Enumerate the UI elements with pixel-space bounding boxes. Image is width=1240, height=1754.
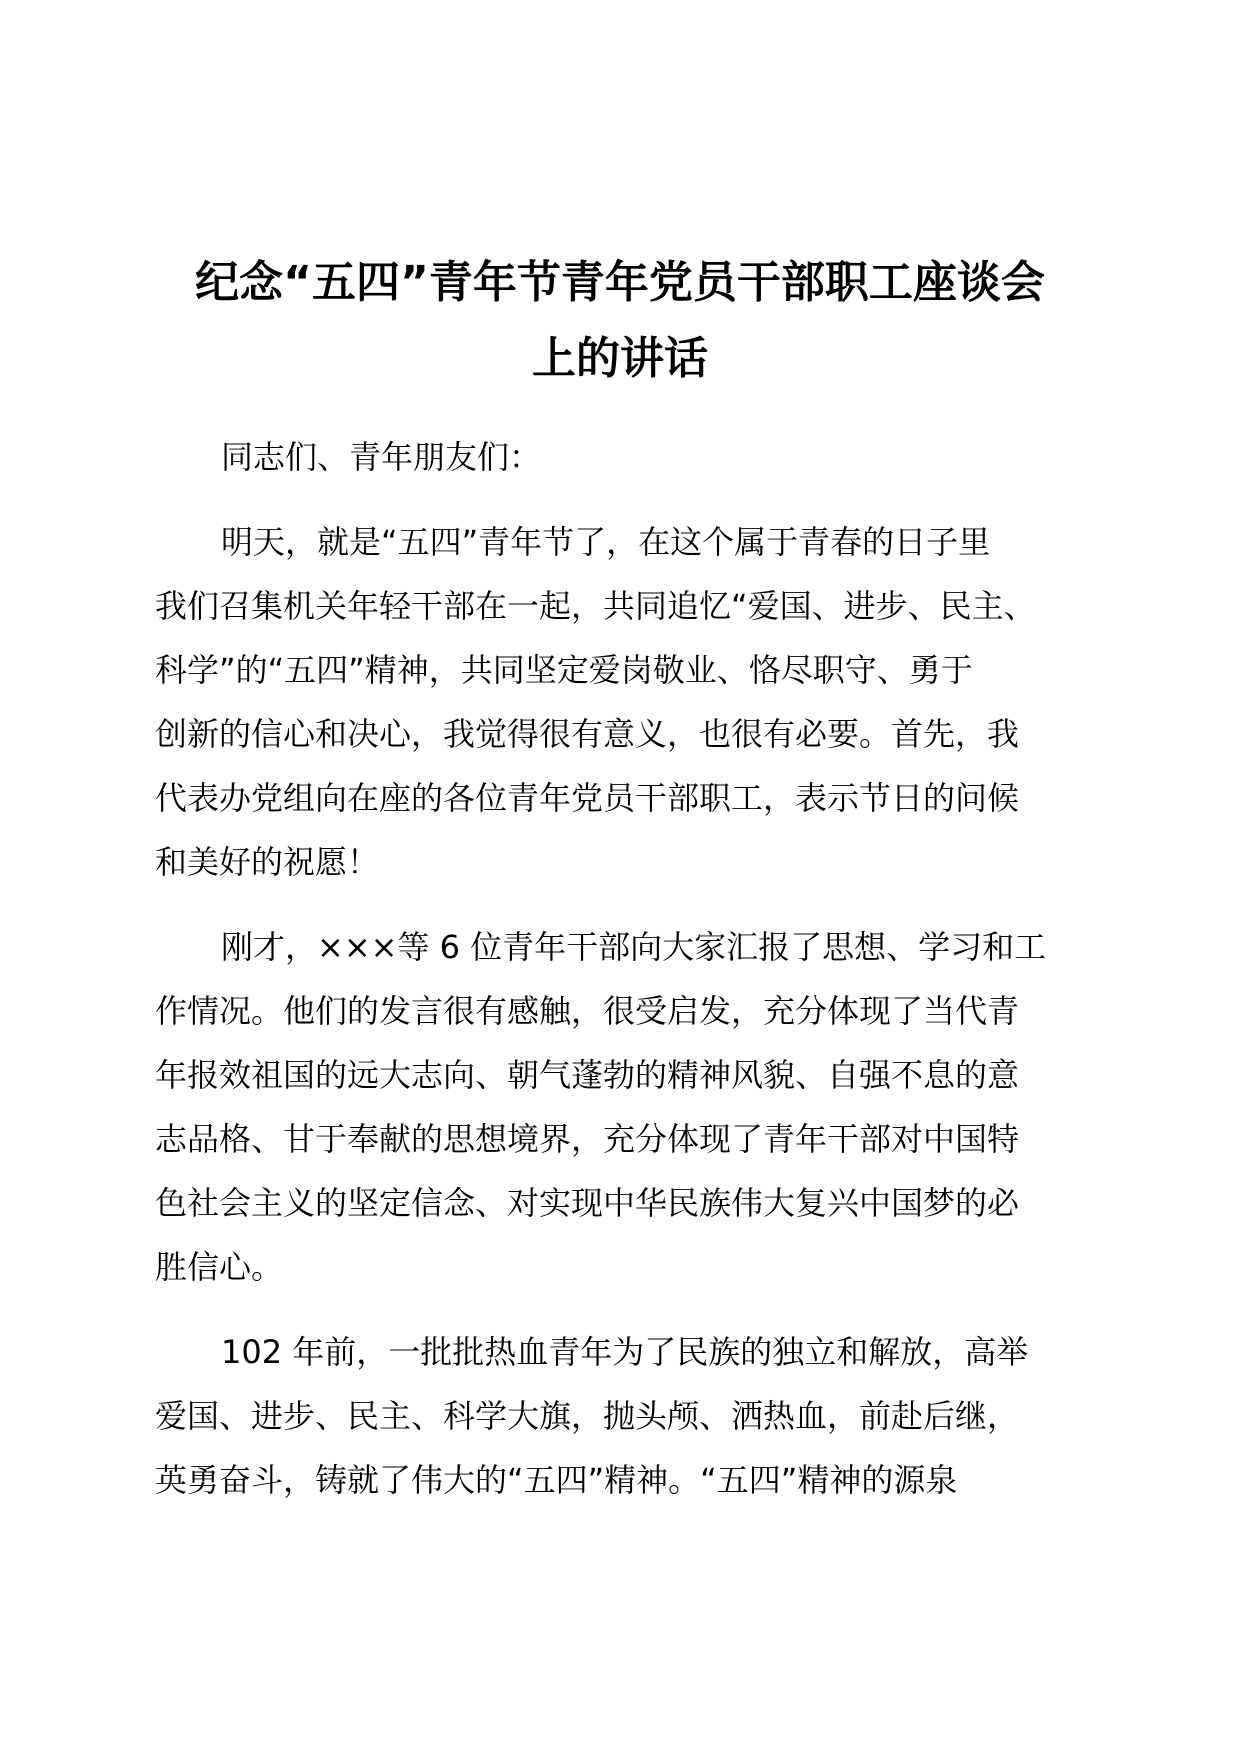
paragraph-line: 胜信心。 [155, 1248, 284, 1286]
paragraph-line: 102 年前，一批批热血青年为了民族的独立和解放，高举 [221, 1333, 1029, 1371]
paragraph-line: 代表办党组向在座的各位青年党员干部职工，表示节日的问候 [155, 779, 1020, 817]
paragraph-reports [155, 915, 1115, 1299]
paragraph-line: 志品格、甘于奉献的思想境界，充分体现了青年干部对中国特 [155, 1120, 1020, 1158]
paragraph-line: 刚才，×××等 6 位青年干部向大家汇报了思想、学习和工 [221, 928, 1047, 966]
paragraph-greeting [155, 510, 1115, 894]
document-body [155, 425, 1115, 1533]
paragraph-line: 英勇奋斗，铸就了伟大的“五四”精神。“五四”精神的源泉 [155, 1461, 958, 1499]
document-title [155, 245, 1085, 397]
paragraph-line: 创新的信心和决心，我觉得很有意义，也很有必要。首先，我 [155, 715, 1020, 753]
paragraph-history [155, 1320, 1115, 1512]
title-line-1: 纪念“五四”青年节青年党员干部职工座谈会 [195, 257, 1045, 308]
title-line-2: 上的讲话 [532, 333, 708, 384]
paragraph-line: 爱国、进步、民主、科学大旗，抛头颅、洒热血，前赴后继， [155, 1397, 1020, 1435]
paragraph-salutation [155, 425, 1115, 489]
paragraph-line: 年报效祖国的远大志向、朝气蓬勃的精神风貌、自强不息的意 [155, 1056, 1020, 1094]
paragraph-line: 同志们、青年朋友们： [221, 438, 542, 476]
paragraph-line: 和美好的祝愿！ [155, 843, 380, 881]
paragraph-line: 色社会主义的坚定信念、对实现中华民族伟大复兴中国梦的必 [155, 1184, 1020, 1222]
paragraph-line: 作情况。他们的发言很有感触，很受启发，充分体现了当代青 [155, 992, 1020, 1030]
paragraph-line: 明天，就是“五四”青年节了，在这个属于青春的日子里 [221, 523, 991, 561]
paragraph-line: 科学”的“五四”精神，共同坚定爱岗敬业、恪尽职守、勇于 [155, 651, 973, 689]
paragraph-line: 我们召集机关年轻干部在一起，共同追忆“爱国、进步、民主、 [155, 587, 1036, 625]
